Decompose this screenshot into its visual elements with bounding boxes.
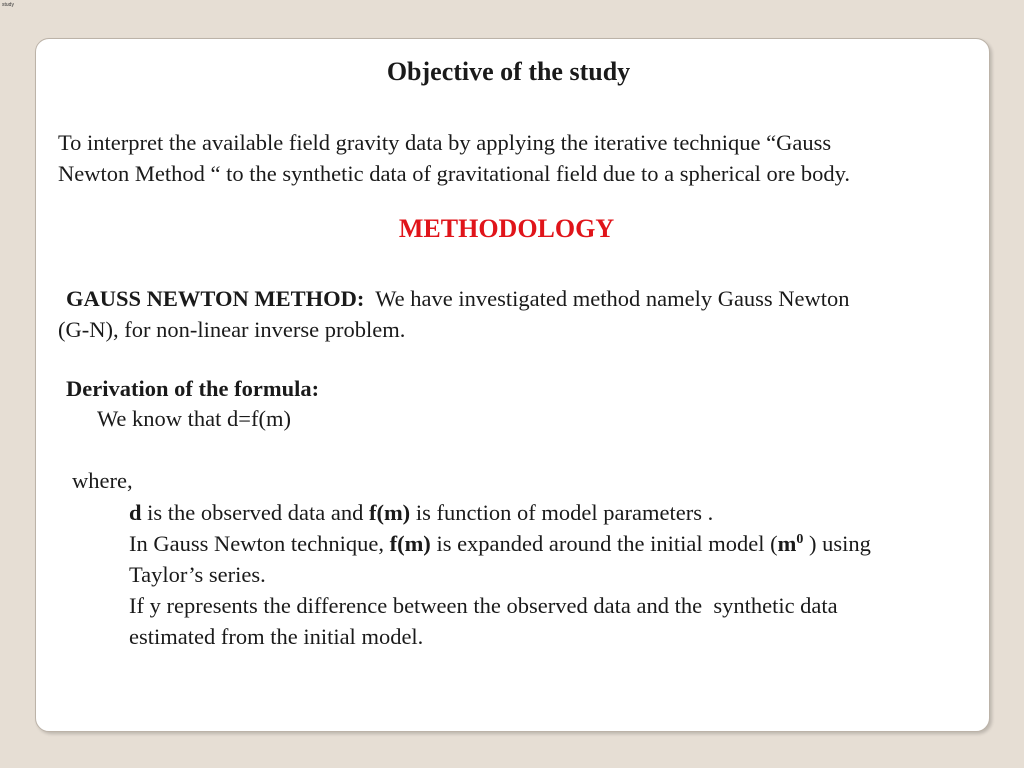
objective-line-1: To interpret the available field gravity data by applying the iterative technique “Gauss bbox=[58, 130, 832, 155]
definition-y-line-2: estimated from the initial model. bbox=[129, 624, 424, 649]
definition-y-line-1: If y represents the difference between the observed data and the synthetic data bbox=[129, 593, 838, 618]
fm-term: f(m) bbox=[368, 500, 411, 525]
gauss-newton-line-1 bbox=[58, 283, 850, 314]
d-term: d bbox=[129, 500, 142, 525]
d-rest: is the observed data and bbox=[141, 500, 369, 525]
gauss-newton-line-2: (G-N), for non-linear inverse problem. bbox=[58, 317, 406, 342]
gn-pre: In Gauss Newton technique, bbox=[129, 531, 390, 556]
fm-rest: is function of model parameters . bbox=[410, 500, 714, 525]
gn-mid: is expanded around the initial model ( bbox=[430, 531, 778, 556]
gn-post: ) using bbox=[803, 531, 871, 556]
definition-gauss-newton bbox=[129, 528, 871, 559]
slide-title: Objective of the study bbox=[386, 57, 631, 86]
gn-fm-term: f(m) bbox=[389, 531, 431, 556]
definition-list bbox=[129, 497, 871, 652]
gauss-newton-paragraph bbox=[58, 283, 850, 345]
derivation-statement: We know that d=f(m) bbox=[97, 406, 291, 431]
definition-taylor: Taylor’s series. bbox=[129, 562, 266, 587]
methodology-heading: METHODOLOGY bbox=[398, 214, 615, 243]
gn-m-term: $m^0$ bbox=[777, 531, 804, 556]
gn-m-superscript: 0 bbox=[796, 532, 804, 547]
slide bbox=[35, 38, 990, 732]
objective-line-2: Newton Method “ to the synthetic data of gravitational field due to a spherical ore body. bbox=[58, 161, 851, 186]
objective-text bbox=[58, 127, 850, 189]
derivation-heading: Derivation of the formula: bbox=[66, 376, 320, 401]
where-label: where, bbox=[72, 468, 133, 493]
gauss-newton-label: GAUSS NEWTON METHOD: bbox=[66, 286, 365, 311]
gauss-newton-line-1-rest: We have investigated method namely Gauss Newton bbox=[364, 286, 850, 311]
corner-label: study bbox=[2, 2, 14, 8]
definition-d bbox=[129, 497, 871, 528]
